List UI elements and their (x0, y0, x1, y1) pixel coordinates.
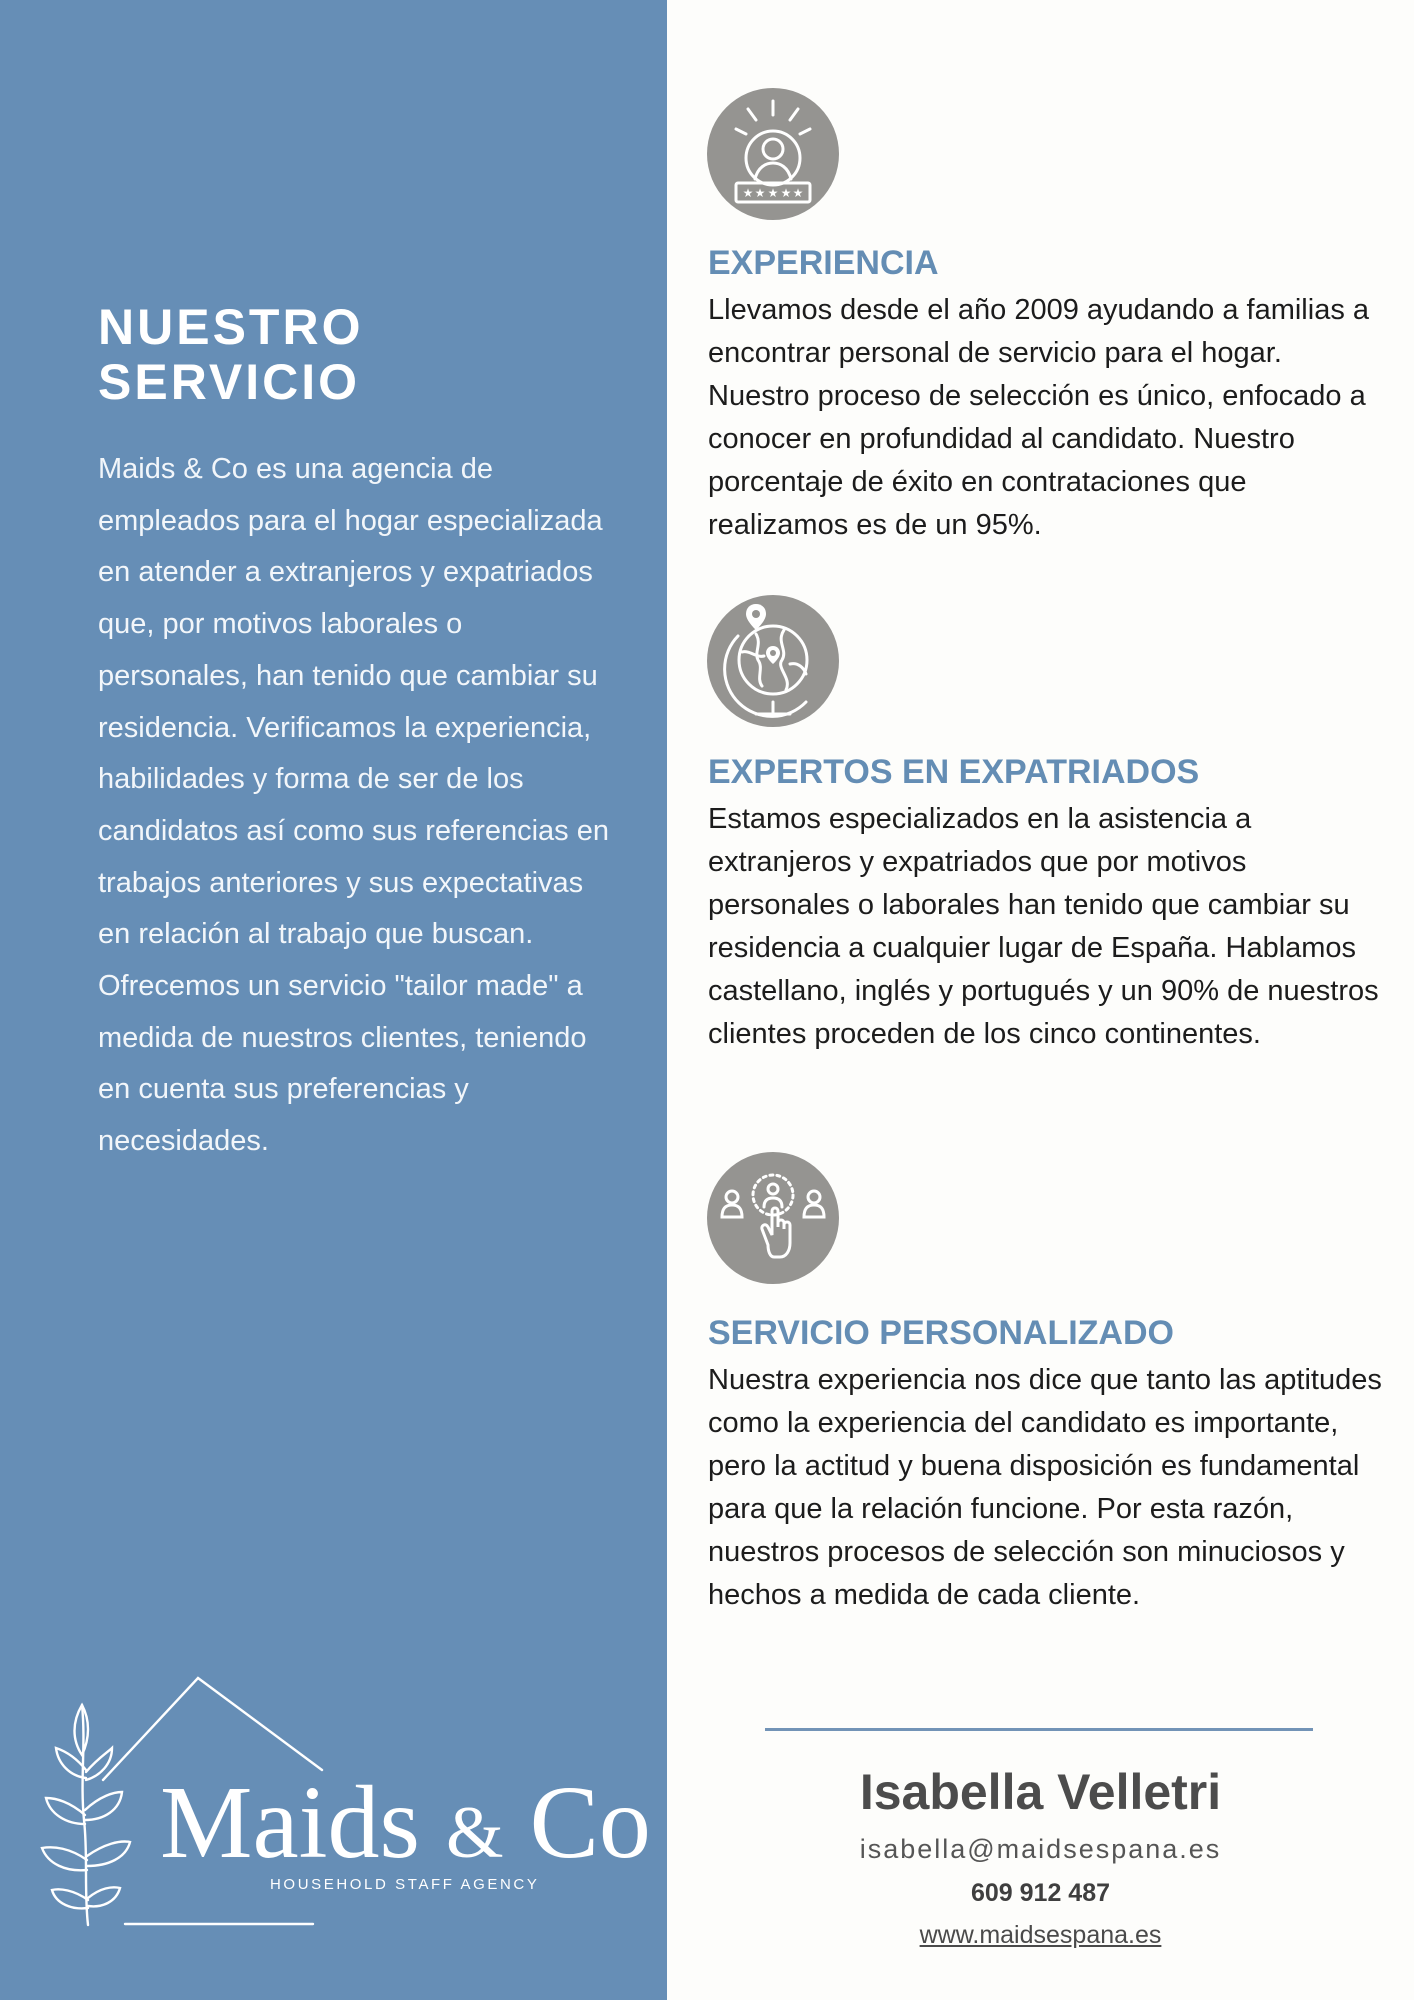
svg-text:★: ★ (754, 186, 766, 200)
contact-phone[interactable]: 609 912 487 (970, 1879, 1111, 1907)
contact-divider (765, 1728, 1313, 1731)
svg-text:★: ★ (767, 186, 779, 200)
page-title: NUESTRO SERVICIO (98, 299, 364, 410)
section-title-personalizado: SERVICIO PERSONALIZADO (708, 1314, 1174, 1352)
section-text-personalizado: Nuestra experiencia nos dice que tanto las aptitudes como la experiencia del candidato es importante, pero la actitud y buena disposición es fundamental para que la relación funcione. Por esta razón, nuestros procesos de selección son minuciosos y hechos a medida de cada cliente. (708, 1364, 1382, 1611)
logo-wordmark: Maids & Co (160, 1765, 651, 1880)
section-text-experiencia: Llevamos desde el año 2009 ayudando a familias a encontrar personal de servicio para el hogar. Nuestro proceso de selección es único, enfocado a conocer en profundidad al candidato. Nuestro porcentaje de éxito en contrataciones que realizamos es de un 95%. (708, 294, 1370, 541)
contact-website (667, 1919, 1414, 1951)
website-link[interactable]: www.maidsespana.es (919, 1921, 1162, 1949)
contact-name: Isabella Velletri (859, 1764, 1222, 1820)
svg-text:★: ★ (780, 186, 792, 200)
section-title-experiencia: EXPERIENCIA (708, 244, 939, 282)
contact-email[interactable]: isabella@maidsespana.es (859, 1834, 1222, 1864)
left-panel (0, 0, 667, 2000)
svg-text:★: ★ (792, 186, 804, 200)
experience-rating-icon (706, 87, 840, 221)
logo-tagline: HOUSEHOLD STAFF AGENCY (270, 1876, 540, 1893)
globe-icon (706, 594, 840, 728)
svg-text:★: ★ (742, 186, 754, 200)
section-text-expatriados: Estamos especializados en la asistencia a extranjeros y expatriados que por motivos personales o laborales han tenido que cambiar su residencia a cualquier lugar de España. Hablamos castellano, inglés y portugués y un 90% de nuestros clientes proceden de los cinco continentes. (708, 803, 1379, 1050)
select-person-icon (706, 1151, 840, 1285)
service-description: Maids & Co es una agencia de empleados para el hogar especializada en atender a extranjeros y expatriados que, por motivos laborales o personales, han tenido que cambiar su residencia. Verificamos la experiencia, habilidades y forma de ser de los candidatos así como sus referencias en trabajos anteriores y sus expectativas en relación al trabajo que buscan. Ofrecemos un servicio "tailor made" a medida de nuestros clientes, teniendo en cuenta sus preferencias y necesidades. (98, 453, 609, 1158)
section-title-expatriados: EXPERTOS EN EXPATRIADOS (708, 753, 1200, 791)
